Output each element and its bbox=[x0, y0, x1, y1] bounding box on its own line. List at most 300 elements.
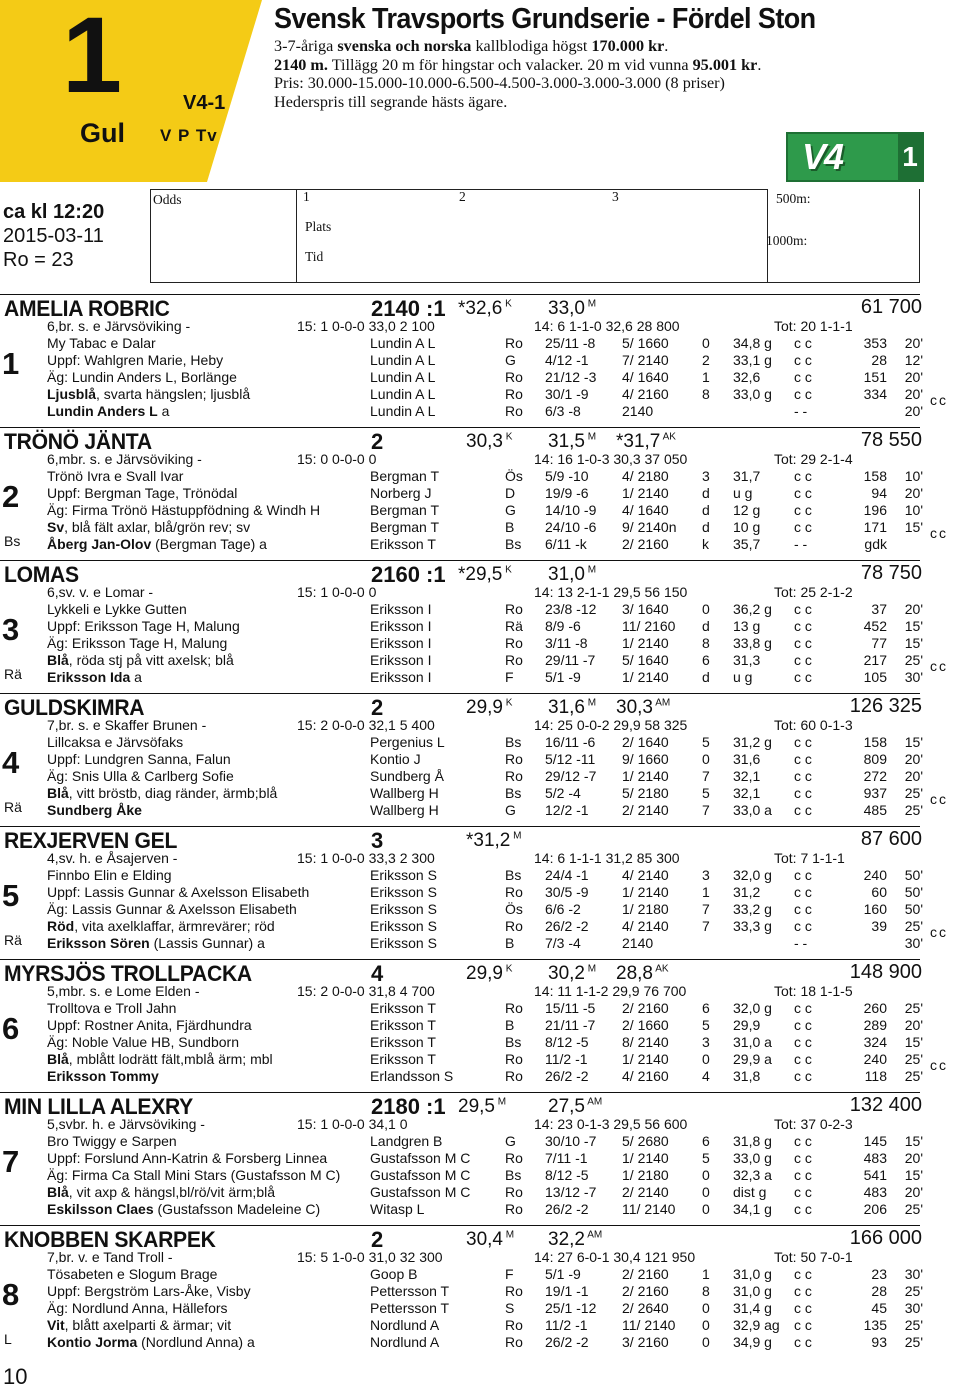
start-cell: 20' bbox=[904, 485, 923, 501]
start-cell: 2/ 2140 bbox=[622, 1184, 669, 1200]
start-cell: Eriksson S bbox=[370, 884, 437, 900]
horse-stat: 6,br. s. e Järvsöviking - bbox=[47, 318, 191, 334]
start-cell: 937 bbox=[863, 785, 887, 801]
horse-header bbox=[4, 296, 922, 320]
start-cell: 30' bbox=[904, 935, 923, 951]
start-cell: dist g bbox=[733, 1184, 767, 1200]
start-cell: 26/2 -2 bbox=[545, 918, 589, 934]
best-time-value: *31,2 bbox=[466, 830, 511, 851]
start-cell: 6/6 -2 bbox=[545, 901, 581, 917]
start-cell: Eriksson I bbox=[370, 669, 432, 685]
start-cell: F bbox=[505, 1266, 514, 1282]
horse-person bbox=[47, 1051, 273, 1068]
start-cell: 1/ 2180 bbox=[622, 1167, 669, 1183]
start-cell: 0 bbox=[702, 601, 710, 617]
tid-label: Tid bbox=[305, 249, 324, 264]
start-cell: 8/9 -6 bbox=[545, 618, 581, 634]
start-cell: Ro bbox=[505, 1068, 523, 1084]
start-cell: ᴄ ᴄ bbox=[794, 1000, 812, 1016]
start-cell: 21/12 -3 bbox=[545, 369, 597, 385]
best-time bbox=[548, 963, 596, 985]
start-row bbox=[47, 867, 923, 884]
start-cell: 12 g bbox=[733, 502, 761, 518]
start-cell: 2 bbox=[702, 352, 710, 368]
start-cell: 20' bbox=[904, 1017, 923, 1033]
start-cell: Eriksson T bbox=[370, 1000, 436, 1016]
start-cell: ᴄ ᴄ bbox=[794, 468, 812, 484]
horse-person bbox=[47, 601, 187, 618]
start-cell: ᴄ ᴄ bbox=[794, 502, 812, 518]
start-cell: 0 bbox=[702, 1334, 710, 1350]
best-time-type: AK bbox=[652, 963, 669, 975]
start-cell: 0 bbox=[702, 335, 710, 351]
start-cell: Lundin A L bbox=[370, 369, 436, 385]
start-cell: 5/1 -9 bbox=[545, 669, 581, 685]
horse-stat: 14: 16 1-0-3 30,3 37 050 bbox=[534, 451, 688, 467]
horse-person bbox=[47, 635, 227, 652]
start-cell: d bbox=[702, 519, 710, 535]
start-row bbox=[47, 352, 923, 369]
horse-stats-row bbox=[47, 1116, 923, 1133]
start-row bbox=[47, 785, 923, 802]
start-cell: 0 bbox=[702, 1300, 710, 1316]
start-cell: D bbox=[505, 485, 516, 501]
result-col-1: 1 bbox=[303, 189, 310, 204]
start-cell: Pettersson T bbox=[370, 1283, 450, 1299]
start-cell: Eriksson I bbox=[370, 618, 432, 634]
start-cell: 32,3 a bbox=[733, 1167, 772, 1183]
horse-header bbox=[4, 828, 922, 852]
horse-entry bbox=[0, 826, 960, 960]
start-cell: 30/5 -9 bbox=[545, 884, 589, 900]
start-row bbox=[47, 601, 923, 618]
best-time-type: M bbox=[584, 298, 597, 310]
horse-person-name: Uppf: Forslund Ann-Katrin & Forsberg Linnea bbox=[47, 1150, 328, 1166]
start-cell: Ro bbox=[505, 601, 523, 617]
start-cell: 12' bbox=[904, 352, 923, 368]
horse-person-name: Eriksson Ida bbox=[47, 669, 131, 685]
horse-distance: 2 bbox=[371, 429, 384, 454]
start-row bbox=[47, 1283, 923, 1300]
start-cell: 20' bbox=[904, 386, 923, 402]
horse-stat: 15: 2 0-0-0 32,1 5 400 bbox=[297, 717, 435, 733]
start-cell: 29,9 bbox=[733, 1017, 761, 1033]
best-time bbox=[548, 564, 596, 586]
start-row bbox=[47, 918, 923, 935]
horse-person-name: Äg: Lassis Gunnar & Axelsson Elisabeth bbox=[47, 901, 297, 917]
race-condition-text: . bbox=[664, 37, 669, 55]
start-cell: 0 bbox=[702, 751, 710, 767]
start-cell: Ro bbox=[505, 635, 523, 651]
horse-header bbox=[4, 429, 922, 453]
start-cell: 15' bbox=[904, 1133, 923, 1149]
horse-stat: 14: 13 2-1-1 29,5 56 150 bbox=[534, 584, 688, 600]
best-time bbox=[466, 1229, 514, 1251]
start-cell: 14/10 -9 bbox=[545, 502, 597, 518]
start-cell: Ro bbox=[505, 1000, 523, 1016]
horse-person bbox=[47, 768, 234, 785]
horse-person-detail: (Nordlund Anna) a bbox=[137, 1334, 255, 1350]
horse-entry bbox=[0, 427, 960, 561]
horse-stat: Tot: 37 0-2-3 bbox=[774, 1116, 853, 1132]
start-cell: 5 bbox=[702, 734, 710, 750]
best-time bbox=[548, 431, 596, 453]
start-cell: 16/11 -6 bbox=[545, 734, 596, 750]
start-cell: 11/ 2160 bbox=[622, 618, 676, 634]
start-cell: Bergman T bbox=[370, 519, 439, 535]
start-cell: 33,0 a bbox=[733, 802, 772, 818]
start-cell: ᴄ ᴄ bbox=[794, 1334, 812, 1350]
start-row bbox=[47, 519, 923, 536]
horse-person-name: Äg: Firma Trönö Hästuppfödning & Windh H bbox=[47, 502, 321, 518]
horse-earnings: 61 700 bbox=[860, 296, 922, 318]
start-number: 8 bbox=[2, 1277, 20, 1312]
horse-header bbox=[4, 1227, 922, 1251]
horse-person bbox=[47, 901, 297, 918]
horse-person-detail: (Gustafsson Madeleine C) bbox=[153, 1201, 321, 1217]
start-cell: 452 bbox=[863, 618, 887, 634]
horse-person-detail: a bbox=[130, 669, 142, 685]
bet-types: V P Tv bbox=[160, 126, 218, 145]
start-cell: Eriksson S bbox=[370, 935, 437, 951]
horse-person-name: Åberg Jan-Olov bbox=[47, 536, 152, 552]
horse-stats-row bbox=[47, 717, 923, 734]
start-number: 5 bbox=[2, 878, 20, 913]
horse-entry bbox=[0, 1092, 960, 1226]
result-col-2: 2 bbox=[459, 189, 466, 204]
start-cell: 0 bbox=[702, 1317, 710, 1333]
horse-person-name: Eskilsson Claes bbox=[47, 1201, 154, 1217]
start-cell: Erlandsson S bbox=[370, 1068, 454, 1084]
start-cell: 135 bbox=[863, 1317, 887, 1333]
start-cell: 35,7 bbox=[733, 536, 761, 552]
start-cell: 4/ 1640 bbox=[622, 369, 669, 385]
race-condition-text: Tillägg 20 m för hingstar och valacker. 20 m vid vunna bbox=[327, 55, 693, 74]
start-cell: 30' bbox=[904, 1300, 923, 1316]
start-cell: 26/2 -2 bbox=[545, 1201, 589, 1217]
start-row bbox=[47, 1266, 923, 1283]
start-cell: 0 bbox=[702, 1184, 710, 1200]
start-cell: 19/9 -6 bbox=[545, 485, 589, 501]
start-number: 4 bbox=[2, 745, 20, 780]
start-cell: Ro bbox=[505, 884, 523, 900]
start-cell: Ro bbox=[505, 918, 523, 934]
start-cell: ᴄ ᴄ bbox=[794, 1034, 812, 1050]
start-cell: 2/ 2160 bbox=[622, 536, 669, 552]
start-cell: ᴄ ᴄ bbox=[794, 352, 812, 368]
start-row bbox=[47, 1201, 923, 1218]
horse-person bbox=[47, 386, 250, 403]
start-cell: Ro bbox=[505, 403, 523, 419]
horse-stat: Tot: 29 2-1-4 bbox=[774, 451, 853, 467]
horse-person bbox=[47, 369, 237, 386]
start-cell: Ös bbox=[505, 468, 523, 484]
horse-earnings: 78 750 bbox=[860, 562, 922, 584]
start-info bbox=[3, 200, 104, 272]
start-cell: 15' bbox=[904, 1034, 923, 1050]
start-cell: d bbox=[702, 485, 710, 501]
best-time-value: 32,2 bbox=[548, 1229, 585, 1250]
start-cell: Eriksson S bbox=[370, 867, 437, 883]
best-time bbox=[548, 1096, 602, 1118]
start-cell: 6/3 -8 bbox=[545, 403, 581, 419]
best-time bbox=[616, 697, 670, 719]
start-cell: Eriksson T bbox=[370, 1051, 436, 1067]
start-cell: 6 bbox=[702, 1000, 710, 1016]
horse-entry bbox=[0, 294, 960, 428]
start-row bbox=[47, 468, 923, 485]
horse-person-name: Äg: Noble Value HB, Sundborn bbox=[47, 1034, 239, 1050]
horse-earnings: 148 900 bbox=[849, 961, 922, 983]
home-track: L bbox=[4, 1331, 12, 1347]
best-time bbox=[466, 697, 512, 719]
start-cell: k bbox=[702, 536, 709, 552]
horse-stat: Tot: 7 1-1-1 bbox=[774, 850, 845, 866]
start-cell: 34,1 g bbox=[733, 1201, 772, 1217]
start-cell: 483 bbox=[863, 1150, 887, 1166]
horse-person bbox=[47, 536, 267, 553]
start-cell: F bbox=[505, 669, 514, 685]
horse-person-detail: , svarta hängslen; ljusblå bbox=[96, 386, 251, 402]
start-row bbox=[47, 734, 923, 751]
best-time bbox=[466, 830, 521, 852]
horse-person-name: Lundin Anders L bbox=[47, 403, 158, 419]
start-cell: G bbox=[505, 1133, 516, 1149]
start-cell: 5/ 1640 bbox=[622, 652, 669, 668]
start-cell: 32,0 g bbox=[733, 1000, 772, 1016]
start-cell: 1/ 2140 bbox=[622, 884, 669, 900]
start-cell: Ro bbox=[505, 768, 523, 784]
horse-person-name: Uppf: Rostner Anita, Fjärdhundra bbox=[47, 1017, 252, 1033]
v4-logo-number: 1 bbox=[898, 134, 922, 180]
split-times bbox=[767, 189, 919, 283]
horse-person bbox=[47, 502, 320, 519]
start-cell: 4/ 2160 bbox=[622, 1068, 669, 1084]
start-cell: Ro bbox=[505, 1201, 523, 1217]
start-cell: 31,7 bbox=[733, 468, 761, 484]
home-track: Rä bbox=[4, 666, 22, 682]
start-cell: B bbox=[505, 935, 515, 951]
horse-earnings: 126 325 bbox=[849, 695, 922, 717]
horse-entry bbox=[0, 959, 960, 1093]
start-number: 2 bbox=[2, 479, 20, 514]
start-cell: 15' bbox=[904, 1167, 923, 1183]
start-cell: ᴄ ᴄ bbox=[794, 785, 812, 801]
start-cell: 4/ 1640 bbox=[622, 502, 669, 518]
start-cell: 29/12 -7 bbox=[545, 768, 597, 784]
start-cell: 334 bbox=[863, 386, 887, 402]
start-cell: 7/ 2140 bbox=[622, 352, 669, 368]
shoe-mark: ᴄᴄ bbox=[930, 658, 948, 674]
start-cell: Bs bbox=[505, 785, 522, 801]
start-cell: ᴄ ᴄ bbox=[794, 1017, 812, 1033]
start-cell: 3 bbox=[702, 468, 710, 484]
start-cell: Lundin A L bbox=[370, 352, 436, 368]
best-time-type: AM bbox=[584, 1096, 603, 1108]
horse-person-name: Eriksson Tommy bbox=[47, 1068, 159, 1084]
start-row bbox=[47, 1167, 923, 1184]
start-cell: Bs bbox=[505, 536, 522, 552]
start-cell: Ro bbox=[505, 1334, 523, 1350]
start-cell: 24/10 -6 bbox=[545, 519, 597, 535]
start-cell: 20' bbox=[904, 403, 923, 419]
horse-person bbox=[47, 652, 234, 669]
shoe-mark: ᴄᴄ bbox=[930, 791, 948, 807]
horse-person-name: Uppf: Wahlgren Marie, Heby bbox=[47, 352, 224, 368]
start-cell: 50' bbox=[904, 884, 923, 900]
horse-person-name: Trolltova e Troll Jahn bbox=[47, 1000, 177, 1016]
horse-distance: 2 bbox=[371, 1227, 384, 1252]
horse-earnings: 166 000 bbox=[849, 1227, 922, 1249]
start-cell: 196 bbox=[863, 502, 887, 518]
start-cell: 36,2 g bbox=[733, 601, 772, 617]
best-time-type: K bbox=[502, 963, 513, 975]
start-cell: Wallberg H bbox=[370, 802, 439, 818]
horse-earnings: 87 600 bbox=[860, 828, 922, 850]
horse-header bbox=[4, 695, 922, 719]
start-cell: 30' bbox=[904, 669, 923, 685]
start-cell: 26/2 -2 bbox=[545, 1334, 589, 1350]
start-cell: Sundberg Å bbox=[370, 768, 444, 784]
start-cell: 25' bbox=[904, 918, 923, 934]
best-time bbox=[548, 298, 596, 320]
best-time bbox=[548, 1229, 602, 1251]
start-row bbox=[47, 1133, 923, 1150]
start-row bbox=[47, 802, 923, 819]
horse-stats-row bbox=[47, 850, 923, 867]
horse-stat: 6,sv. v. e Lomar - bbox=[47, 584, 154, 600]
start-cell: 1/ 2140 bbox=[622, 1051, 669, 1067]
best-time-value: 27,5 bbox=[548, 1096, 585, 1117]
horse-stat: 6,mbr. s. e Järvsöviking - bbox=[47, 451, 202, 467]
start-cell: Ro bbox=[505, 335, 523, 351]
horse-stats-row bbox=[47, 451, 923, 468]
horse-person bbox=[47, 918, 275, 935]
start-cell: 32,9 ag bbox=[733, 1317, 780, 1333]
best-time-type: AM bbox=[652, 697, 671, 709]
start-cell: - - bbox=[794, 403, 808, 419]
horse-person bbox=[47, 1334, 255, 1351]
race-condition-text: svenska och norska bbox=[337, 37, 472, 55]
start-cell: - - bbox=[794, 935, 808, 951]
best-time bbox=[466, 431, 512, 453]
start-cell: ᴄ ᴄ bbox=[794, 1167, 812, 1183]
start-cell: 7/3 -4 bbox=[545, 935, 581, 951]
horse-person-name: Sv bbox=[47, 519, 65, 535]
horse-earnings: 132 400 bbox=[849, 1094, 922, 1116]
horse-entry bbox=[0, 693, 960, 827]
ro-number: Ro = 23 bbox=[3, 249, 74, 271]
start-cell: 240 bbox=[863, 867, 887, 883]
horse-name: MYRSJÖS TROLLPACKA bbox=[4, 961, 252, 986]
start-cell: 11/ 2140 bbox=[622, 1317, 676, 1333]
best-time bbox=[616, 963, 669, 985]
start-cell: ᴄ ᴄ bbox=[794, 652, 812, 668]
horse-name: GULDSKIMRA bbox=[4, 695, 145, 720]
start-cell: 15/11 -5 bbox=[545, 1000, 596, 1016]
best-time bbox=[458, 564, 512, 586]
best-time-value: 29,5 bbox=[458, 1096, 495, 1117]
horse-person bbox=[47, 1283, 251, 1300]
horse-stat: 14: 23 0-1-3 29,5 56 600 bbox=[534, 1116, 688, 1132]
start-row bbox=[47, 369, 923, 386]
horse-person bbox=[47, 669, 142, 686]
horse-distance: 3 bbox=[371, 828, 384, 853]
horse-person bbox=[47, 785, 277, 802]
race-condition-text: 170.000 kr bbox=[591, 37, 665, 55]
horse-person bbox=[47, 884, 309, 901]
start-cell: 151 bbox=[863, 369, 887, 385]
horse-person-name: Sundberg Åke bbox=[47, 802, 142, 818]
start-cell: Gustafsson M C bbox=[370, 1184, 471, 1200]
horse-person bbox=[47, 352, 223, 369]
start-cell: 77 bbox=[871, 635, 887, 651]
horse-stat: 5,mbr. s. e Lome Elden - bbox=[47, 983, 200, 999]
start-row bbox=[47, 386, 923, 403]
start-cell: ᴄ ᴄ bbox=[794, 669, 812, 685]
horse-person bbox=[47, 1133, 177, 1150]
horse-stat: Tot: 60 0-1-3 bbox=[774, 717, 853, 733]
start-cell: 5/ 2180 bbox=[622, 785, 669, 801]
start-cell: 50' bbox=[904, 867, 923, 883]
start-cell: 31,4 g bbox=[733, 1300, 772, 1316]
start-cell: ᴄ ᴄ bbox=[794, 1201, 812, 1217]
start-cell: ᴄ ᴄ bbox=[794, 335, 812, 351]
start-cell: 15' bbox=[904, 618, 923, 634]
start-cell: 260 bbox=[863, 1000, 887, 1016]
start-row bbox=[47, 335, 923, 352]
start-cell: 158 bbox=[863, 468, 887, 484]
horse-person-name: Blå bbox=[47, 1051, 69, 1067]
start-cell: 4/ 2140 bbox=[622, 918, 669, 934]
start-cell: Ro bbox=[505, 369, 523, 385]
horse-stats-row bbox=[47, 1249, 923, 1266]
horse-person-name: Äg: Snis Ulla & Carlberg Sofie bbox=[47, 768, 234, 784]
start-cell: 32,0 g bbox=[733, 867, 772, 883]
start-cell: 1/ 2140 bbox=[622, 485, 669, 501]
best-time-value: 29,9 bbox=[466, 963, 503, 984]
start-cell: gdk bbox=[864, 536, 887, 552]
start-cell: Kontio J bbox=[370, 751, 421, 767]
best-time bbox=[548, 697, 596, 719]
start-cell: 31,3 bbox=[733, 652, 761, 668]
v4-logo bbox=[786, 132, 924, 182]
start-cell: Eriksson T bbox=[370, 536, 436, 552]
start-row bbox=[47, 618, 923, 635]
start-cell: 13 g bbox=[733, 618, 761, 634]
start-cell: ᴄ ᴄ bbox=[794, 768, 812, 784]
start-cell: 30/10 -7 bbox=[545, 1133, 597, 1149]
start-cell: ᴄ ᴄ bbox=[794, 601, 812, 617]
horse-stat: Tot: 20 1-1-1 bbox=[774, 318, 853, 334]
horse-person bbox=[47, 1266, 217, 1283]
start-cell: 25/1 -12 bbox=[545, 1300, 597, 1316]
start-number: 6 bbox=[2, 1011, 20, 1046]
horse-name: REXJERVEN GEL bbox=[4, 828, 178, 853]
best-time-type: K bbox=[502, 298, 512, 310]
start-cell: 158 bbox=[863, 734, 887, 750]
horse-stats-row bbox=[47, 318, 923, 335]
shoe-mark: ᴄᴄ bbox=[930, 525, 948, 541]
start-cell: d bbox=[702, 502, 710, 518]
horse-person-name: Uppf: Eriksson Tage H, Malung bbox=[47, 618, 240, 634]
start-cell: Ro bbox=[505, 1184, 523, 1200]
start-cell: Lundin A L bbox=[370, 386, 436, 402]
horse-person-detail: (Bergman Tage) a bbox=[151, 536, 267, 552]
horse-stat: 7,br. v. e Tand Troll - bbox=[47, 1249, 173, 1265]
start-cell: 25' bbox=[904, 785, 923, 801]
start-row bbox=[47, 1300, 923, 1317]
